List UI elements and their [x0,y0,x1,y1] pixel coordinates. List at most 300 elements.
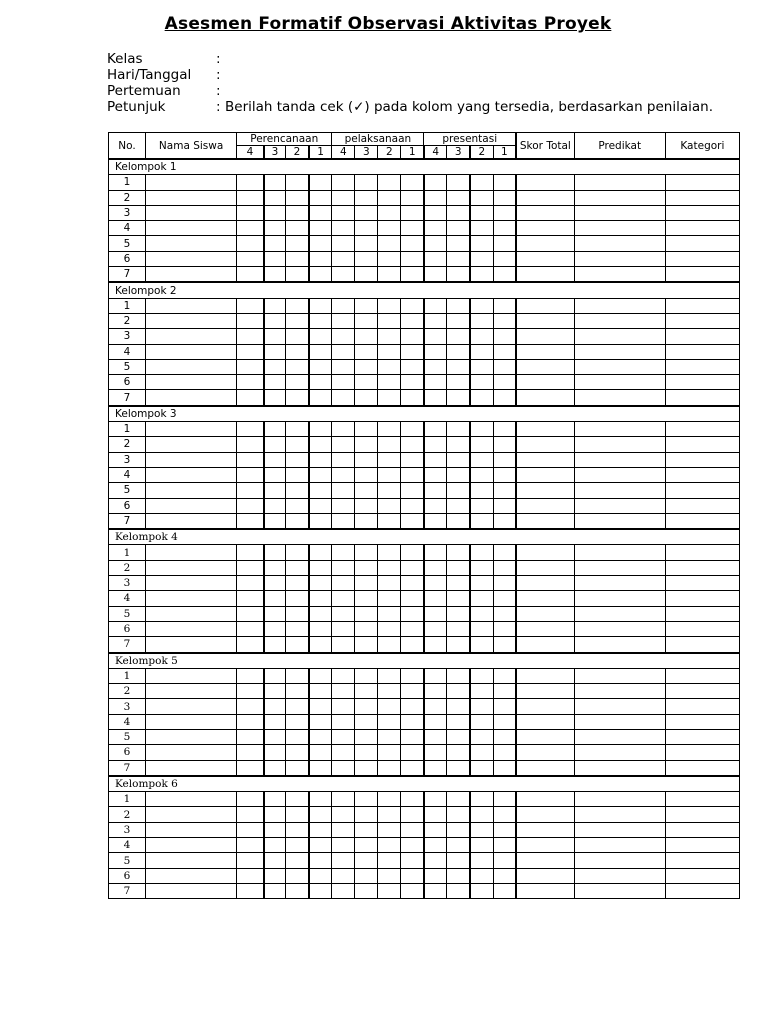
score-check-cell[interactable] [355,221,378,236]
score-check-cell[interactable] [470,576,493,591]
score-check-cell[interactable] [332,853,355,868]
kategori-cell[interactable] [665,513,739,529]
score-check-cell[interactable] [470,329,493,344]
score-check-cell[interactable] [424,576,447,591]
score-check-cell[interactable] [447,699,470,714]
score-check-cell[interactable] [378,205,401,220]
score-check-cell[interactable] [424,513,447,529]
predikat-cell[interactable] [574,838,665,853]
total-score-cell[interactable] [516,483,574,498]
total-score-cell[interactable] [516,359,574,374]
score-check-cell[interactable] [424,375,447,390]
score-check-cell[interactable] [401,699,424,714]
score-check-cell[interactable] [424,606,447,621]
score-check-cell[interactable] [309,513,332,529]
score-check-cell[interactable] [447,205,470,220]
score-check-cell[interactable] [286,175,309,190]
score-check-cell[interactable] [286,190,309,205]
score-check-cell[interactable] [470,375,493,390]
score-check-cell[interactable] [401,251,424,266]
score-check-cell[interactable] [286,513,309,529]
kategori-cell[interactable] [665,591,739,606]
score-check-cell[interactable] [332,606,355,621]
score-check-cell[interactable] [378,621,401,636]
score-check-cell[interactable] [447,606,470,621]
score-check-cell[interactable] [493,422,516,437]
score-check-cell[interactable] [264,883,286,898]
score-check-cell[interactable] [378,792,401,807]
predikat-cell[interactable] [574,375,665,390]
score-check-cell[interactable] [470,390,493,406]
total-score-cell[interactable] [516,883,574,898]
kategori-cell[interactable] [665,190,739,205]
kategori-cell[interactable] [665,267,739,283]
score-check-cell[interactable] [493,838,516,853]
score-check-cell[interactable] [286,329,309,344]
score-check-cell[interactable] [237,668,264,683]
predikat-cell[interactable] [574,513,665,529]
score-check-cell[interactable] [237,729,264,744]
score-check-cell[interactable] [355,807,378,822]
score-check-cell[interactable] [286,606,309,621]
kategori-cell[interactable] [665,452,739,467]
score-check-cell[interactable] [447,359,470,374]
score-check-cell[interactable] [493,560,516,575]
score-check-cell[interactable] [309,251,332,266]
score-check-cell[interactable] [286,452,309,467]
predikat-cell[interactable] [574,267,665,283]
score-check-cell[interactable] [493,236,516,251]
score-check-cell[interactable] [378,175,401,190]
score-check-cell[interactable] [447,760,470,776]
score-check-cell[interactable] [493,205,516,220]
score-check-cell[interactable] [264,637,286,653]
score-check-cell[interactable] [355,545,378,560]
student-name-cell[interactable] [146,437,237,452]
score-check-cell[interactable] [286,298,309,313]
score-check-cell[interactable] [355,745,378,760]
total-score-cell[interactable] [516,175,574,190]
predikat-cell[interactable] [574,868,665,883]
score-check-cell[interactable] [447,513,470,529]
score-check-cell[interactable] [264,822,286,837]
score-check-cell[interactable] [401,760,424,776]
kategori-cell[interactable] [665,437,739,452]
score-check-cell[interactable] [493,298,516,313]
score-check-cell[interactable] [493,175,516,190]
score-check-cell[interactable] [424,359,447,374]
kategori-cell[interactable] [665,868,739,883]
score-check-cell[interactable] [447,467,470,482]
score-check-cell[interactable] [286,437,309,452]
score-check-cell[interactable] [493,792,516,807]
student-name-cell[interactable] [146,467,237,482]
score-check-cell[interactable] [401,422,424,437]
score-check-cell[interactable] [309,205,332,220]
predikat-cell[interactable] [574,699,665,714]
student-name-cell[interactable] [146,483,237,498]
score-check-cell[interactable] [424,313,447,328]
score-check-cell[interactable] [470,606,493,621]
score-check-cell[interactable] [493,483,516,498]
score-check-cell[interactable] [378,853,401,868]
student-name-cell[interactable] [146,853,237,868]
score-check-cell[interactable] [237,684,264,699]
score-check-cell[interactable] [424,807,447,822]
total-score-cell[interactable] [516,621,574,636]
score-check-cell[interactable] [332,637,355,653]
score-check-cell[interactable] [332,545,355,560]
total-score-cell[interactable] [516,838,574,853]
score-check-cell[interactable] [493,883,516,898]
score-check-cell[interactable] [401,390,424,406]
kategori-cell[interactable] [665,329,739,344]
score-check-cell[interactable] [286,760,309,776]
score-check-cell[interactable] [401,205,424,220]
predikat-cell[interactable] [574,359,665,374]
score-check-cell[interactable] [237,883,264,898]
score-check-cell[interactable] [332,205,355,220]
score-check-cell[interactable] [286,591,309,606]
score-check-cell[interactable] [332,868,355,883]
score-check-cell[interactable] [264,298,286,313]
score-check-cell[interactable] [309,422,332,437]
score-check-cell[interactable] [355,313,378,328]
score-check-cell[interactable] [447,853,470,868]
score-check-cell[interactable] [286,359,309,374]
score-check-cell[interactable] [424,591,447,606]
score-check-cell[interactable] [286,422,309,437]
score-check-cell[interactable] [264,236,286,251]
score-check-cell[interactable] [286,838,309,853]
score-check-cell[interactable] [447,422,470,437]
score-check-cell[interactable] [355,760,378,776]
score-check-cell[interactable] [237,437,264,452]
predikat-cell[interactable] [574,606,665,621]
score-check-cell[interactable] [286,467,309,482]
score-check-cell[interactable] [493,714,516,729]
score-check-cell[interactable] [309,467,332,482]
score-check-cell[interactable] [424,745,447,760]
score-check-cell[interactable] [286,745,309,760]
score-check-cell[interactable] [424,621,447,636]
score-check-cell[interactable] [470,591,493,606]
score-check-cell[interactable] [264,838,286,853]
score-check-cell[interactable] [237,298,264,313]
total-score-cell[interactable] [516,760,574,776]
score-check-cell[interactable] [332,621,355,636]
kategori-cell[interactable] [665,822,739,837]
score-check-cell[interactable] [237,545,264,560]
score-check-cell[interactable] [309,498,332,513]
score-check-cell[interactable] [332,483,355,498]
score-check-cell[interactable] [493,760,516,776]
student-name-cell[interactable] [146,745,237,760]
score-check-cell[interactable] [332,576,355,591]
score-check-cell[interactable] [332,452,355,467]
predikat-cell[interactable] [574,637,665,653]
predikat-cell[interactable] [574,344,665,359]
student-name-cell[interactable] [146,729,237,744]
score-check-cell[interactable] [309,313,332,328]
score-check-cell[interactable] [309,483,332,498]
score-check-cell[interactable] [355,205,378,220]
score-check-cell[interactable] [237,190,264,205]
score-check-cell[interactable] [401,853,424,868]
student-name-cell[interactable] [146,175,237,190]
score-check-cell[interactable] [447,838,470,853]
score-check-cell[interactable] [332,729,355,744]
score-check-cell[interactable] [470,868,493,883]
predikat-cell[interactable] [574,591,665,606]
score-check-cell[interactable] [237,699,264,714]
predikat-cell[interactable] [574,422,665,437]
student-name-cell[interactable] [146,822,237,837]
score-check-cell[interactable] [264,483,286,498]
score-check-cell[interactable] [493,822,516,837]
kategori-cell[interactable] [665,313,739,328]
score-check-cell[interactable] [470,251,493,266]
score-check-cell[interactable] [424,545,447,560]
score-check-cell[interactable] [470,422,493,437]
score-check-cell[interactable] [470,452,493,467]
total-score-cell[interactable] [516,868,574,883]
score-check-cell[interactable] [332,375,355,390]
score-check-cell[interactable] [470,792,493,807]
score-check-cell[interactable] [424,792,447,807]
score-check-cell[interactable] [378,807,401,822]
score-check-cell[interactable] [237,344,264,359]
score-check-cell[interactable] [424,251,447,266]
predikat-cell[interactable] [574,236,665,251]
score-check-cell[interactable] [401,190,424,205]
score-check-cell[interactable] [237,313,264,328]
score-check-cell[interactable] [401,807,424,822]
score-check-cell[interactable] [237,745,264,760]
score-check-cell[interactable] [447,868,470,883]
score-check-cell[interactable] [309,883,332,898]
score-check-cell[interactable] [447,545,470,560]
score-check-cell[interactable] [470,236,493,251]
score-check-cell[interactable] [355,883,378,898]
score-check-cell[interactable] [447,267,470,283]
score-check-cell[interactable] [237,267,264,283]
student-name-cell[interactable] [146,637,237,653]
score-check-cell[interactable] [309,637,332,653]
score-check-cell[interactable] [493,513,516,529]
score-check-cell[interactable] [378,452,401,467]
score-check-cell[interactable] [237,251,264,266]
kategori-cell[interactable] [665,560,739,575]
score-check-cell[interactable] [378,545,401,560]
score-check-cell[interactable] [447,591,470,606]
kategori-cell[interactable] [665,745,739,760]
score-check-cell[interactable] [286,792,309,807]
score-check-cell[interactable] [378,298,401,313]
score-check-cell[interactable] [309,452,332,467]
score-check-cell[interactable] [470,668,493,683]
score-check-cell[interactable] [309,375,332,390]
kategori-cell[interactable] [665,807,739,822]
score-check-cell[interactable] [493,699,516,714]
score-check-cell[interactable] [286,313,309,328]
score-check-cell[interactable] [470,822,493,837]
score-check-cell[interactable] [470,205,493,220]
score-check-cell[interactable] [264,684,286,699]
total-score-cell[interactable] [516,822,574,837]
predikat-cell[interactable] [574,560,665,575]
score-check-cell[interactable] [424,822,447,837]
score-check-cell[interactable] [401,175,424,190]
score-check-cell[interactable] [355,729,378,744]
score-check-cell[interactable] [264,545,286,560]
total-score-cell[interactable] [516,637,574,653]
score-check-cell[interactable] [332,883,355,898]
score-check-cell[interactable] [309,190,332,205]
score-check-cell[interactable] [332,422,355,437]
score-check-cell[interactable] [237,792,264,807]
score-check-cell[interactable] [286,576,309,591]
score-check-cell[interactable] [332,760,355,776]
student-name-cell[interactable] [146,329,237,344]
score-check-cell[interactable] [424,838,447,853]
student-name-cell[interactable] [146,621,237,636]
score-check-cell[interactable] [447,375,470,390]
score-check-cell[interactable] [470,267,493,283]
predikat-cell[interactable] [574,190,665,205]
score-check-cell[interactable] [378,236,401,251]
score-check-cell[interactable] [378,868,401,883]
predikat-cell[interactable] [574,437,665,452]
score-check-cell[interactable] [264,375,286,390]
total-score-cell[interactable] [516,329,574,344]
predikat-cell[interactable] [574,822,665,837]
score-check-cell[interactable] [470,729,493,744]
score-check-cell[interactable] [424,853,447,868]
score-check-cell[interactable] [237,422,264,437]
score-check-cell[interactable] [264,591,286,606]
score-check-cell[interactable] [378,513,401,529]
score-check-cell[interactable] [309,822,332,837]
score-check-cell[interactable] [286,267,309,283]
score-check-cell[interactable] [332,329,355,344]
student-name-cell[interactable] [146,344,237,359]
score-check-cell[interactable] [378,760,401,776]
score-check-cell[interactable] [447,714,470,729]
score-check-cell[interactable] [355,267,378,283]
score-check-cell[interactable] [378,467,401,482]
score-check-cell[interactable] [264,745,286,760]
score-check-cell[interactable] [470,745,493,760]
kategori-cell[interactable] [665,606,739,621]
kategori-cell[interactable] [665,637,739,653]
score-check-cell[interactable] [237,513,264,529]
score-check-cell[interactable] [378,190,401,205]
score-check-cell[interactable] [264,190,286,205]
score-check-cell[interactable] [237,390,264,406]
score-check-cell[interactable] [264,359,286,374]
score-check-cell[interactable] [264,560,286,575]
score-check-cell[interactable] [286,344,309,359]
score-check-cell[interactable] [424,221,447,236]
kategori-cell[interactable] [665,853,739,868]
score-check-cell[interactable] [309,760,332,776]
score-check-cell[interactable] [493,545,516,560]
score-check-cell[interactable] [309,838,332,853]
student-name-cell[interactable] [146,359,237,374]
score-check-cell[interactable] [332,498,355,513]
score-check-cell[interactable] [424,883,447,898]
score-check-cell[interactable] [264,329,286,344]
score-check-cell[interactable] [493,576,516,591]
score-check-cell[interactable] [401,344,424,359]
score-check-cell[interactable] [493,190,516,205]
score-check-cell[interactable] [447,437,470,452]
score-check-cell[interactable] [401,221,424,236]
student-name-cell[interactable] [146,760,237,776]
score-check-cell[interactable] [447,576,470,591]
score-check-cell[interactable] [424,868,447,883]
kategori-cell[interactable] [665,576,739,591]
total-score-cell[interactable] [516,745,574,760]
score-check-cell[interactable] [355,684,378,699]
predikat-cell[interactable] [574,313,665,328]
score-check-cell[interactable] [332,437,355,452]
score-check-cell[interactable] [309,560,332,575]
predikat-cell[interactable] [574,467,665,482]
score-check-cell[interactable] [264,606,286,621]
score-check-cell[interactable] [309,668,332,683]
score-check-cell[interactable] [447,452,470,467]
kategori-cell[interactable] [665,422,739,437]
predikat-cell[interactable] [574,792,665,807]
score-check-cell[interactable] [286,483,309,498]
kategori-cell[interactable] [665,498,739,513]
score-check-cell[interactable] [264,792,286,807]
score-check-cell[interactable] [286,390,309,406]
score-check-cell[interactable] [470,190,493,205]
score-check-cell[interactable] [237,221,264,236]
score-check-cell[interactable] [401,437,424,452]
kategori-cell[interactable] [665,714,739,729]
score-check-cell[interactable] [401,375,424,390]
score-check-cell[interactable] [355,452,378,467]
predikat-cell[interactable] [574,883,665,898]
score-check-cell[interactable] [309,591,332,606]
score-check-cell[interactable] [401,822,424,837]
score-check-cell[interactable] [424,344,447,359]
score-check-cell[interactable] [332,513,355,529]
score-check-cell[interactable] [309,344,332,359]
total-score-cell[interactable] [516,545,574,560]
score-check-cell[interactable] [355,467,378,482]
score-check-cell[interactable] [286,637,309,653]
total-score-cell[interactable] [516,729,574,744]
score-check-cell[interactable] [355,329,378,344]
predikat-cell[interactable] [574,807,665,822]
score-check-cell[interactable] [401,452,424,467]
score-check-cell[interactable] [237,483,264,498]
score-check-cell[interactable] [401,637,424,653]
score-check-cell[interactable] [401,313,424,328]
score-check-cell[interactable] [447,175,470,190]
score-check-cell[interactable] [378,745,401,760]
score-check-cell[interactable] [424,483,447,498]
score-check-cell[interactable] [309,699,332,714]
score-check-cell[interactable] [237,807,264,822]
total-score-cell[interactable] [516,513,574,529]
score-check-cell[interactable] [493,359,516,374]
